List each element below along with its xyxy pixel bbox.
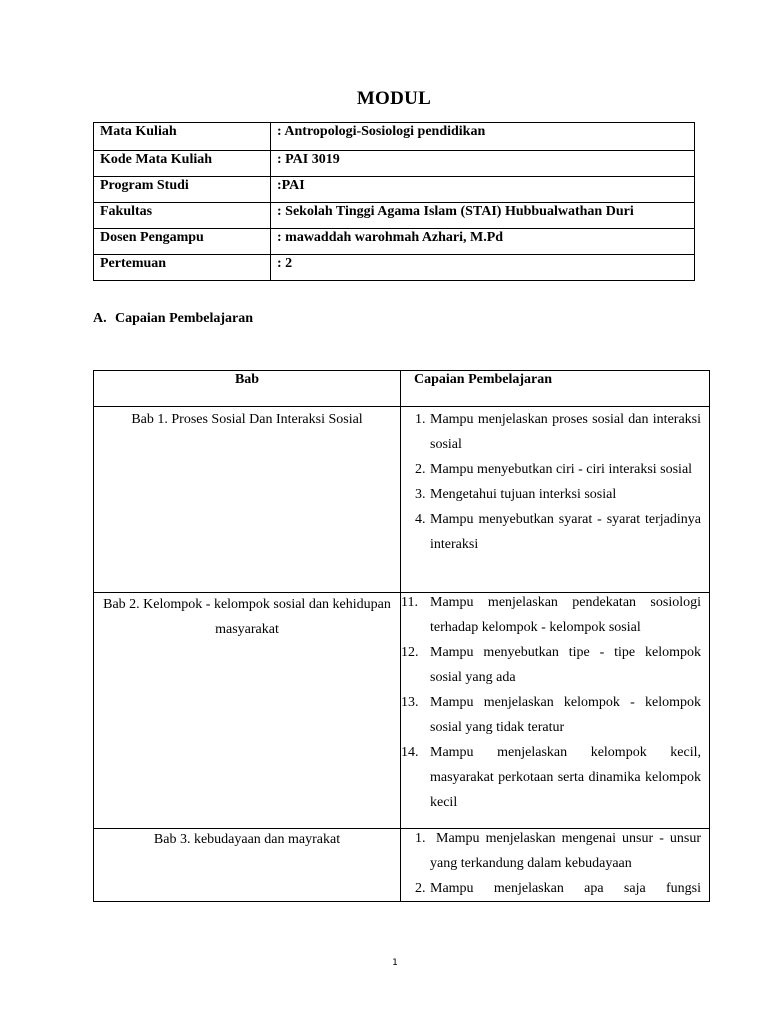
bab-title: Bab 2. Kelompok - kelompok sosial dan kehidupan masyarakat — [103, 597, 391, 637]
item-number: 2. — [415, 462, 426, 477]
info-row — [94, 123, 695, 151]
table-row — [94, 829, 710, 902]
list-item — [401, 690, 709, 740]
info-row — [94, 229, 695, 255]
info-label: Fakultas — [94, 203, 271, 229]
info-row — [94, 151, 695, 177]
item-text: Mampu menyebutkan syarat - syarat terjadinya interaksi — [430, 512, 701, 552]
item-text: Mengetahui tujuan interksi sosial — [430, 487, 617, 502]
info-value: : Sekolah Tinggi Agama Islam (STAI) Hubbualwathan Duri — [271, 203, 695, 229]
item-text: Mampu menjelaskan pendekatan sosiologi terhadap kelompok - kelompok sosial — [430, 595, 701, 635]
info-label: Dosen Pengampu — [94, 229, 271, 255]
item-text: Mampu menjelaskan apa saja fungsi — [430, 881, 701, 896]
list-item — [401, 876, 709, 901]
info-label: Pertemuan — [94, 255, 271, 281]
item-text: Mampu menyebutkan ciri - ciri interaksi sosial — [430, 462, 693, 477]
info-value: : 2 — [271, 255, 695, 281]
info-row — [94, 177, 695, 203]
list-item — [401, 640, 709, 690]
item-number: 2. — [415, 881, 426, 896]
item-number: 1. — [415, 831, 426, 846]
outcome-list — [401, 826, 709, 901]
item-text: Mampu menjelaskan proses sosial dan interaksi sosial — [430, 412, 701, 452]
bab-title: Bab 1. Proses Sosial Dan Interaksi Sosial — [131, 412, 363, 427]
column-header-bab: Bab — [94, 371, 401, 407]
item-number: 4. — [415, 512, 426, 527]
info-label: Program Studi — [94, 177, 271, 203]
item-text: Mampu menjelaskan mengenai unsur - unsur yang terkandung dalam kebudayaan — [430, 831, 701, 871]
info-row — [94, 255, 695, 281]
item-number: 12. — [401, 645, 419, 660]
item-text: Mampu menyebutkan tipe - tipe kelompok sosial yang ada — [430, 645, 701, 685]
table-row — [94, 407, 710, 593]
info-value: :PAI — [271, 177, 695, 203]
table-header-row — [94, 371, 710, 407]
learning-outcomes-table — [93, 370, 710, 902]
item-number: 3. — [415, 487, 426, 502]
info-value: : mawaddah warohmah Azhari, M.Pd — [271, 229, 695, 255]
info-value: : Antropologi-Sosiologi pendidikan — [271, 123, 695, 151]
item-text: Mampu menjelaskan kelompok kecil, masyarakat perkotaan serta dinamika kelompok kecil — [430, 745, 701, 810]
info-label: Kode Mata Kuliah — [94, 151, 271, 177]
list-item — [401, 740, 709, 815]
document-title: MODUL — [356, 88, 432, 109]
list-item — [401, 507, 709, 557]
item-number: 11. — [401, 595, 418, 610]
list-item — [401, 826, 709, 876]
info-label: Mata Kuliah — [94, 123, 271, 151]
section-title: Capaian Pembelajaran — [115, 311, 254, 326]
section-letter: A. — [93, 311, 107, 326]
outcome-list — [401, 407, 709, 557]
list-item — [401, 457, 709, 482]
column-header-capaian: Capaian Pembelajaran — [401, 371, 710, 407]
item-text: Mampu menjelaskan kelompok - kelompok sosial yang tidak teratur — [430, 695, 701, 735]
section-heading — [93, 311, 253, 327]
bab-title: Bab 3. kebudayaan dan mayrakat — [153, 832, 341, 847]
item-number: 13. — [401, 695, 419, 710]
list-item — [401, 482, 709, 507]
table-row — [94, 593, 710, 829]
list-item — [401, 407, 709, 457]
outcome-list — [401, 590, 709, 815]
item-number: 1. — [415, 412, 426, 427]
info-row — [94, 203, 695, 229]
course-info-table — [93, 122, 695, 281]
list-item — [401, 590, 709, 640]
item-number: 14. — [401, 745, 419, 760]
info-value: : PAI 3019 — [271, 151, 695, 177]
page-number: 1 — [392, 958, 398, 968]
